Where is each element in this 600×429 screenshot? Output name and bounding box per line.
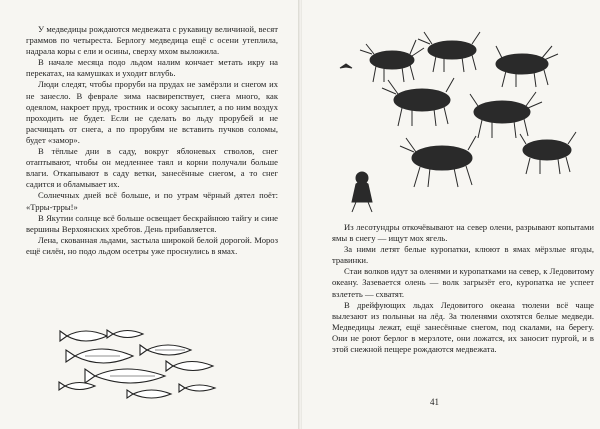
left-page [0,0,298,429]
fish-icon [166,361,213,371]
reindeer-icon [520,132,576,174]
right-page-text [332,222,594,355]
fish-icon [59,382,95,390]
reindeer-icon [360,40,424,82]
paragraph: У медведицы рождаются медвежата с рукавицу величиной, весят граммов по четыреста. Берлогу медведица ещё с осени утеплила, надрала коры с ели и осины, сверху мхом выложила. [26,24,278,57]
reindeer-icon [496,46,558,87]
right-page [302,0,600,429]
left-page-text [26,24,278,257]
paragraph: В тёплые дни в саду, вокруг яблоневых стволов, снег отаптывают, чтобы он медленнее таял и корни получали больше влаги. Откапывают в саду ветки, занесённые снегом, а то снег садится и обламывает их. [26,146,278,190]
hunter-figure [352,172,372,212]
fish-icon [127,390,171,398]
paragraph: Солнечных дней всё больше, и по утрам чёрный дятел поёт: «Трры-трры!» [26,190,278,212]
paragraph: Лена, скованная льдами, застыла широкой белой дорогой. Мороз ещё силён, но подо льдом осетры уже проснулись в ямах. [26,234,278,256]
fish-icon [60,331,107,341]
fish-icon [107,330,143,338]
reindeer-herd-illustration [322,20,592,216]
paragraph: В начале месяца подо льдом налим кончает метать икру на перекатах, на камушках и уходит вглубь. [26,57,278,79]
fish-school-illustration [55,326,230,406]
paragraph: За ними летят белые куропатки, клюют в ямах мёрзлые ягоды, травинки. [332,244,594,266]
page-number: 41 [430,397,439,407]
reindeer-icon [382,78,454,126]
paragraph: В дрейфующих льдах Ледовитого океана тюлени всё чаще вылезают из полыньи на лёд. За тюленями охотятся белые медведи. Медведицы лежат, ещё занесённые снегом, под скалами, на берегу. Они не роют берлог в мерзлоте, они ложатся, их заносит пургой, и в этой снежной пещере рождаются медвежата. [332,299,594,355]
reindeer-icon [418,32,480,72]
reindeer-icon [400,136,476,187]
fish-icon [179,384,215,392]
bird-icon [340,64,352,68]
paragraph: Люди следят, чтобы проруби на прудах не замёрзли и снегом их не занесло. В феврале зима насвирепствует, снега много, как одеялом, накроет пруд, тростник и осоку засыплет, а по ним воздух проходить не будет. Если не сделать во льду прорубей и не расчищать от снега, а по прорубям не вставить пучков соломы, будет «замор». [26,79,278,145]
paragraph: В Якутии солнце всё больше освещает бескрайнюю тайгу и сине вершины Верхоянских хребтов. День прибавляется. [26,212,278,234]
reindeer-icon [470,92,542,138]
paragraph: Из лесотундры откочёвывают на север олени, разрывают копытами ямы в снегу — ищут мох ягель. [332,222,594,244]
paragraph: Стаи волков идут за оленями и куропатками на север, к Ледовитому океану. Зазевается олень — волк загрызёт его, куропатка не успеет взлететь — схватят. [332,266,594,299]
